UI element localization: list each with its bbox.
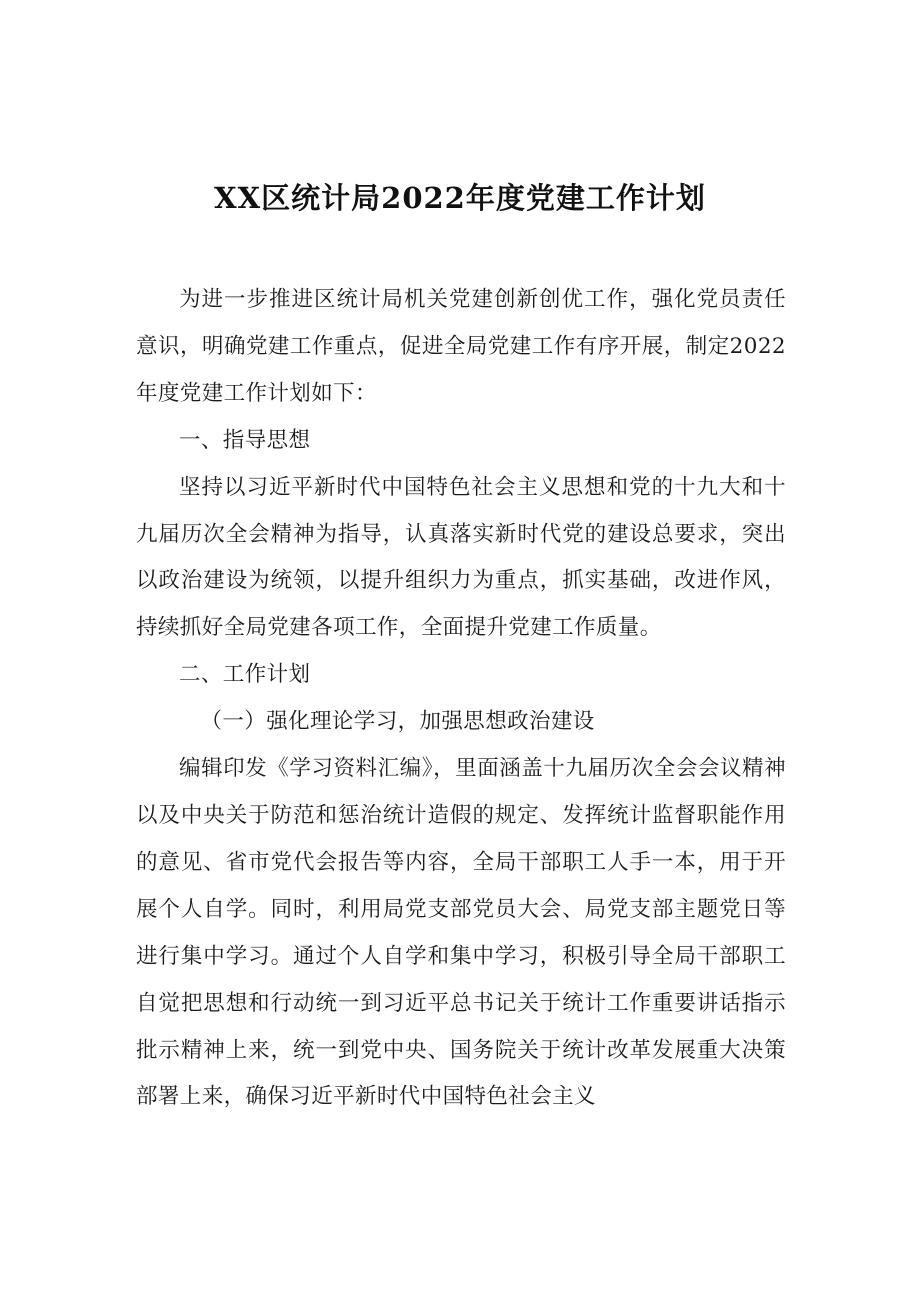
section-heading-guiding-ideology: 一、指导思想 <box>179 427 311 453</box>
guiding-ideology-paragraph: 坚持以习近平新时代中国特色社会主义思想和党的十九大和十九届历次全会精神为指导，认真落实新时代党的建设总要求，突出以政治建设为统领，以提升组织力为重点，抓实基础，改进作风，持续抓好全局党建各项工作，全面提升党建工作质量。 <box>136 474 786 641</box>
document-title: XX区统计局2022年度党建工作计划 <box>214 181 706 215</box>
intro-paragraph: 为进一步推进区统计局机关党建创新创优工作，强化党员责任意识，明确党建工作重点，促进全局党建工作有序开展，制定2022年度党建工作计划如下： <box>136 287 786 406</box>
section-heading-work-plan: 二、工作计划 <box>179 662 311 688</box>
document-body <box>136 277 786 1121</box>
theory-study-paragraph: 编辑印发《学习资料汇编》，里面涵盖十九届历次全会会议精神以及中央关于防范和惩治统计造假的规定、发挥统计监督职能作用的意见、省市党代会报告等内容，全局干部职工人手一本，用于开展个人自学。同时，利用局党支部党员大会、局党支部主题党日等进行集中学习。通过个人自学和集中学习，积极引导全局干部职工自觉把思想和行动统一到习近平总书记关于统计工作重要讲话指示批示精神上来，统一到党中央、国务院关于统计改革发展重大决策部署上来，确保习近平新时代中国特色社会主义 <box>136 756 786 1110</box>
subsection-heading-theory-study: （一）强化理论学习，加强思想政治建设 <box>200 709 595 735</box>
